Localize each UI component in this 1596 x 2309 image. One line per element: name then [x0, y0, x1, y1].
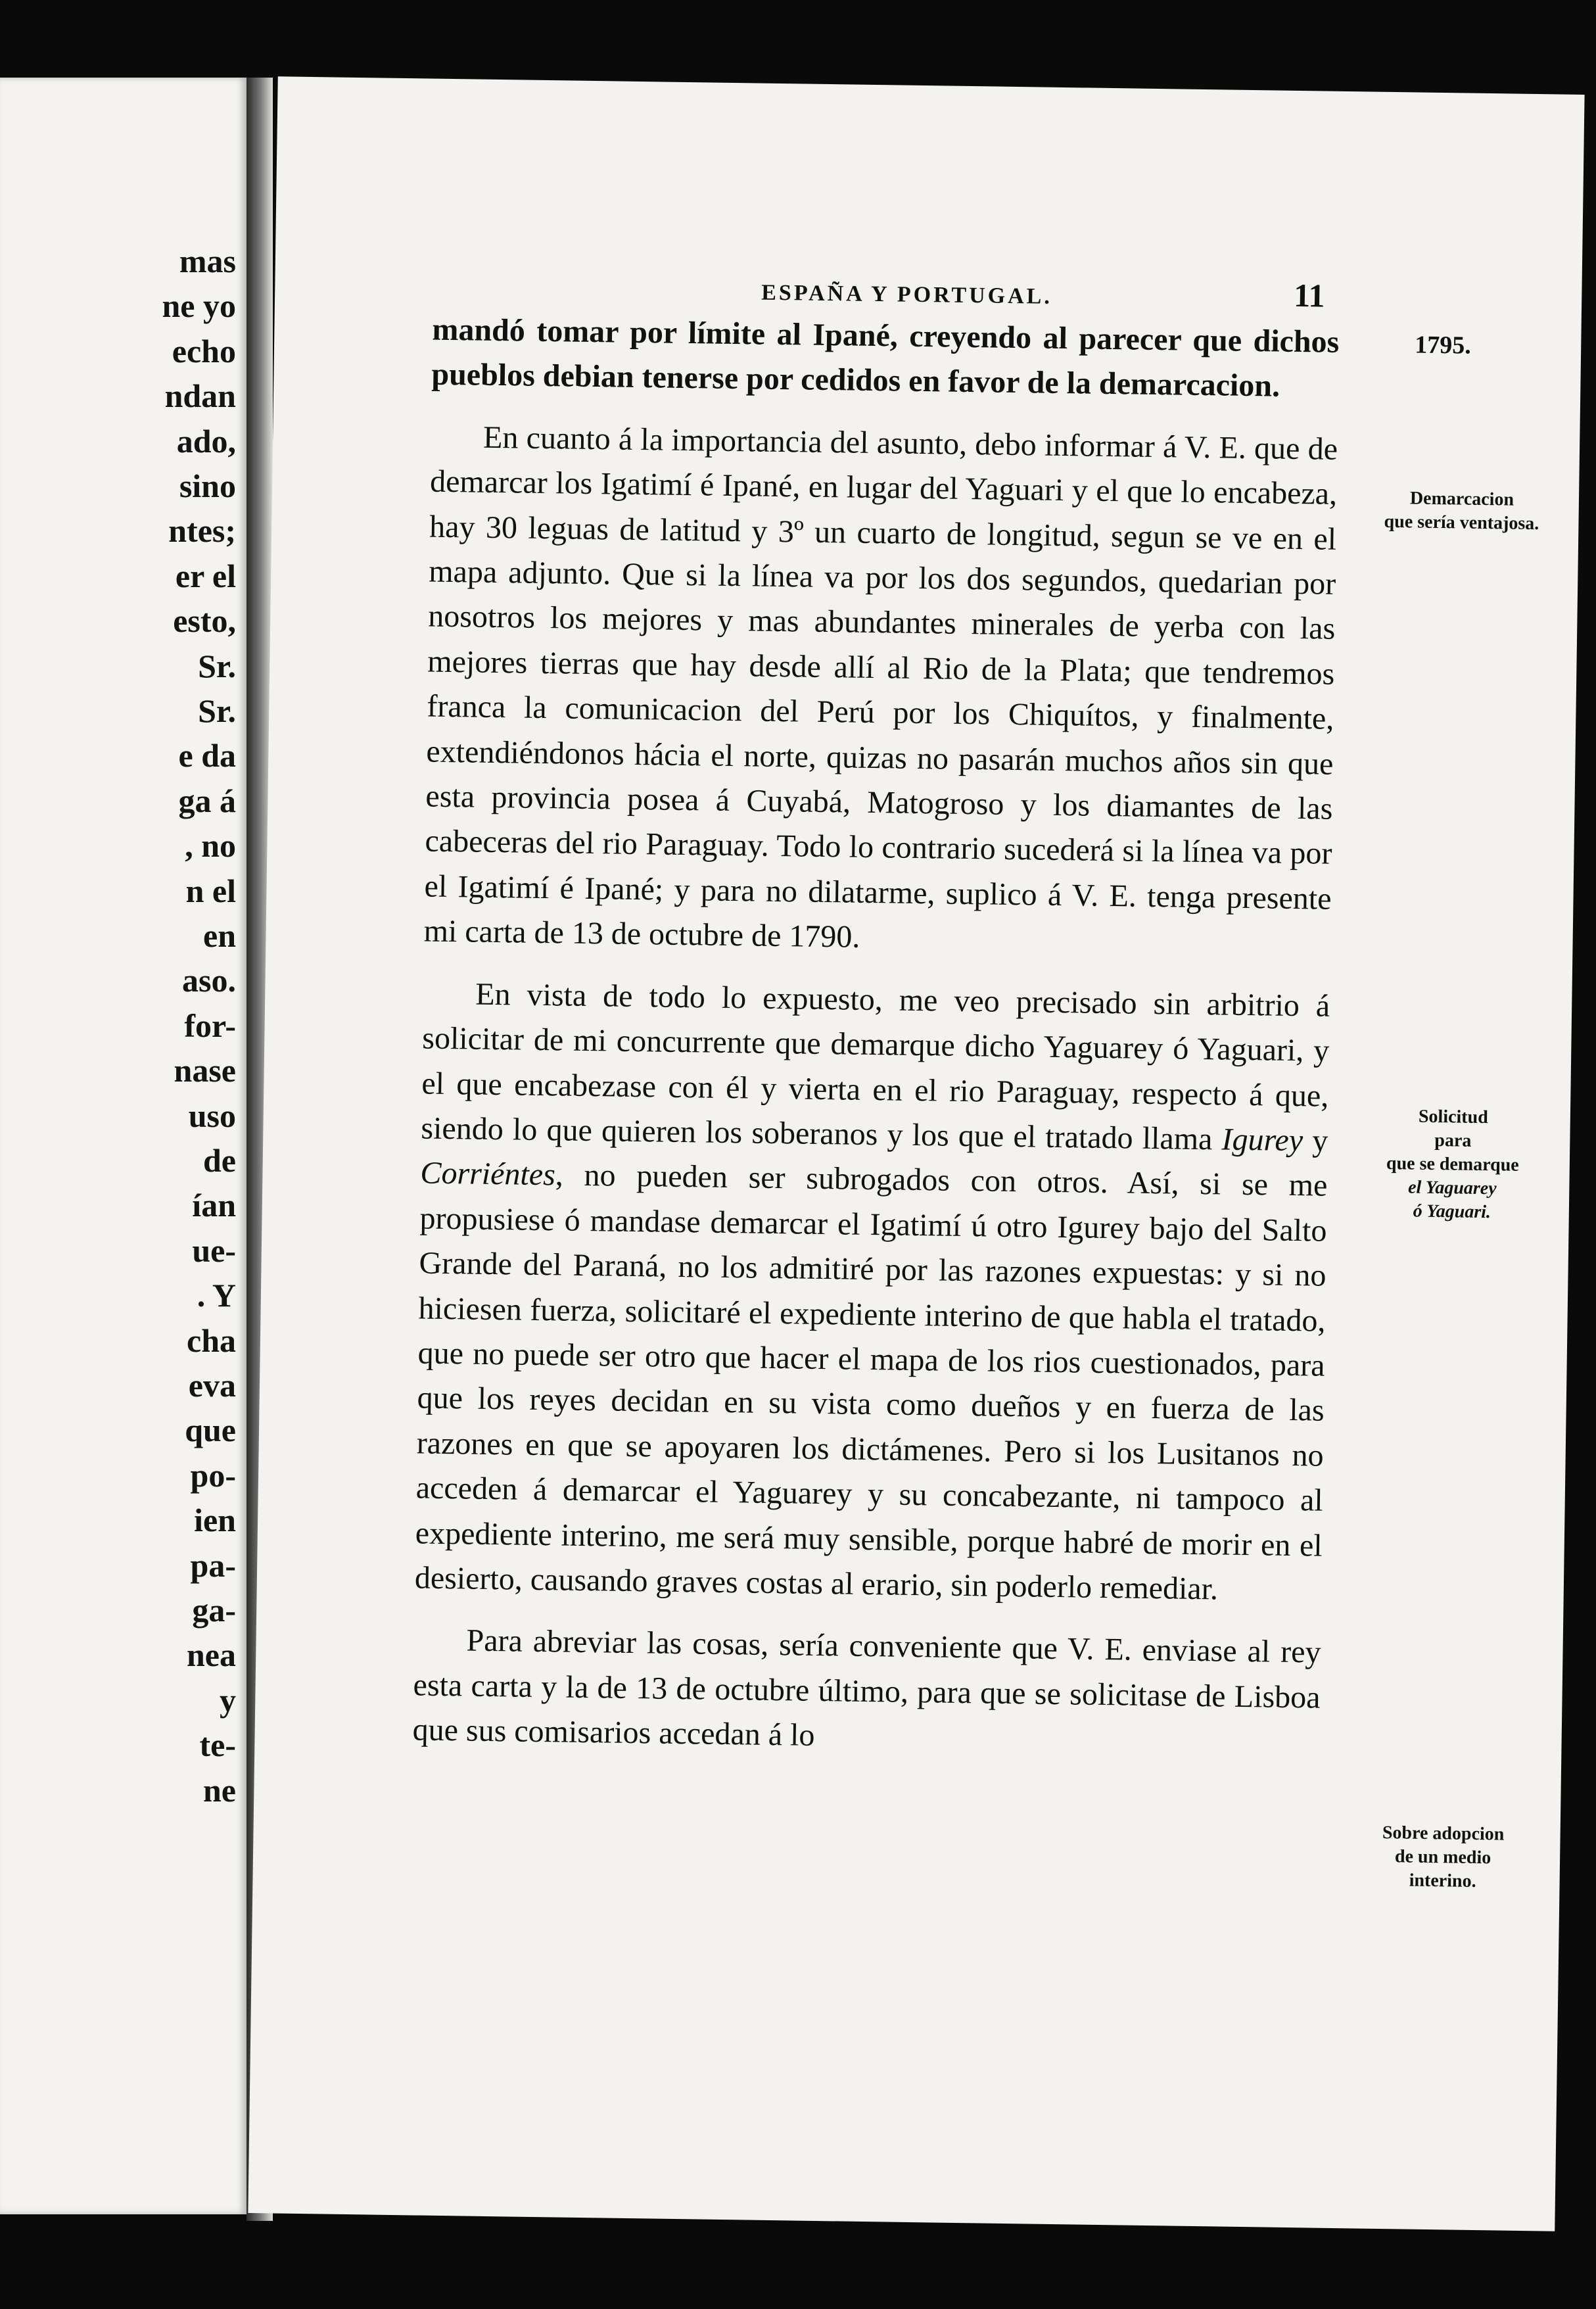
- left-page-fragment: ne yo: [162, 287, 236, 325]
- term-corrientes: Corriéntes: [420, 1155, 556, 1193]
- left-page-fragment: eva: [188, 1367, 236, 1404]
- left-page-fragment: echo: [172, 332, 236, 369]
- left-page-fragment: . Y: [197, 1277, 236, 1314]
- left-page-fragment: y: [220, 1681, 236, 1719]
- left-page-fragment: nea: [187, 1636, 236, 1674]
- left-page-fragment: esto,: [173, 602, 236, 640]
- left-page-fragment: cha: [187, 1321, 236, 1359]
- marginal-note-solicitud: Solicitud para que se demarque el Yaguarey ó Yaguari.: [1386, 1106, 1519, 1223]
- left-page-fragment: , no: [185, 827, 236, 865]
- term-igurey: Igurey: [1221, 1122, 1303, 1158]
- left-page-fragment: for-: [184, 1007, 236, 1044]
- left-page-fragment: ado,: [176, 422, 236, 460]
- left-page-fragment: ga á: [178, 782, 236, 819]
- running-title: ESPAÑA Y PORTUGAL.: [761, 280, 1053, 309]
- left-page-fragment: Sr.: [198, 692, 236, 729]
- left-page-fragment: e da: [178, 737, 236, 774]
- left-page-fragment: er el: [175, 557, 236, 594]
- body-text: [412, 308, 1340, 1766]
- left-page-fragment: Sr.: [198, 647, 236, 684]
- left-page-fragment: ntes;: [168, 512, 236, 550]
- left-page-fragment: mas: [179, 243, 236, 279]
- left-page-fragment: sino: [179, 467, 236, 504]
- left-page-fragment: te-: [199, 1726, 236, 1764]
- paragraph-4: Para abreviar las cosas, sería conveniente que V. E. enviase al rey esta carta y la de 13 de octubre último, para que se solicitase de Lisboa que sus comisarios accedan á lo: [412, 1623, 1321, 1753]
- left-page-fragment: pa-: [190, 1546, 236, 1584]
- paragraph-1: mandó tomar por límite al Ipané, creyendo al parecer que dichos pueblos debian tenerse por cedidos en favor de la demarcacion.: [431, 312, 1340, 404]
- left-page-fragment: po-: [190, 1456, 236, 1494]
- marginal-note-demarcacion: Demarcacion que sería ventajosa.: [1384, 488, 1539, 535]
- paragraph-2: En cuanto á la importancia del asunto, debo informar á V. E. que de demarcar los Igatimí é Ipané, en lugar del Yaguari y el que lo encabeza, hay 30 leguas de latitud y 3º un cuarto de longitud, segun se ve en el mapa adjunto. Que si la línea va por los dos segundos, quedarian por nosotros los mejores y mas abundantes minerales de yerba con las mejores tierras que hay desde allí al Rio de la Plata; que tendremos franca la comunicacion del Perú por los Chiquítos, y finalmente, extendiéndonos hácia el norte, quizas no pasarán muchos años sin que esta provincia posea á Cuyabá, Matogroso y los diamantes de las cabeceras del rio Paraguay. Todo lo contrario sucederá si la línea va por el Igatimí é Ipané; y para no dilatarme, suplico á V. E. tenga presente mi carta de 13 de octubre de 1790.: [423, 419, 1338, 955]
- left-page-fragment: ien: [194, 1502, 236, 1539]
- left-page-fragment: nase: [174, 1052, 236, 1089]
- left-page-fragment: de: [203, 1142, 236, 1179]
- left-page-fragment: ga-: [192, 1592, 236, 1629]
- page: [248, 76, 1584, 2231]
- left-page-fragment: ían: [192, 1187, 236, 1224]
- left-page-fragment: que: [185, 1412, 236, 1449]
- left-page-fragment: uso: [188, 1097, 236, 1134]
- left-page-fragment: n el: [185, 872, 236, 909]
- paragraph-3: En vista de todo lo expuesto, me veo precisado sin arbitrio á solicitar de mi concurrente que demarque dicho Yaguarey ó Yaguari, y el que encabezase con él y vierta en el rio Paraguay, respecto á que, siendo lo que quieren los soberanos y los que el tratado llama Igurey y Corriéntes, no pueden ser subrogados con otros. Así, si se me propusiese ó mandase demarcar el Igatimí ú otro Igurey bajo del Salto Grande del Paraná, no los admitiré por las razones expuestas: y si no hiciesen fuerza, solicitaré el expediente interino de que habla el tratado, que no puede ser otro que hacer el mapa de los rios cuestionados, para que los reyes decidan en su vista como dueños y en fuerza de las razones en que se apoyaren los dictámenes. Pero si los Lusitanos no acceden á demarcar el Yaguarey y su concabezante, ni tampoco al expediente interino, me será muy sensible, porque habré de morir en el desierto, causando graves costas al erario, sin poderlo remediar.: [414, 976, 1330, 1607]
- marginal-note-medio-interino: Sobre adopcion de un medio interino.: [1382, 1822, 1505, 1892]
- page-number: 11: [1293, 276, 1325, 314]
- left-page-fragment: ndan: [164, 377, 236, 415]
- left-page-fragment: ue-: [192, 1231, 236, 1269]
- left-page-fragment: ne: [203, 1771, 236, 1809]
- margin-year: 1795.: [1414, 331, 1472, 360]
- left-page-fragment: aso.: [182, 962, 236, 999]
- previous-page: [0, 78, 246, 2214]
- left-page-fragment: en: [203, 917, 236, 954]
